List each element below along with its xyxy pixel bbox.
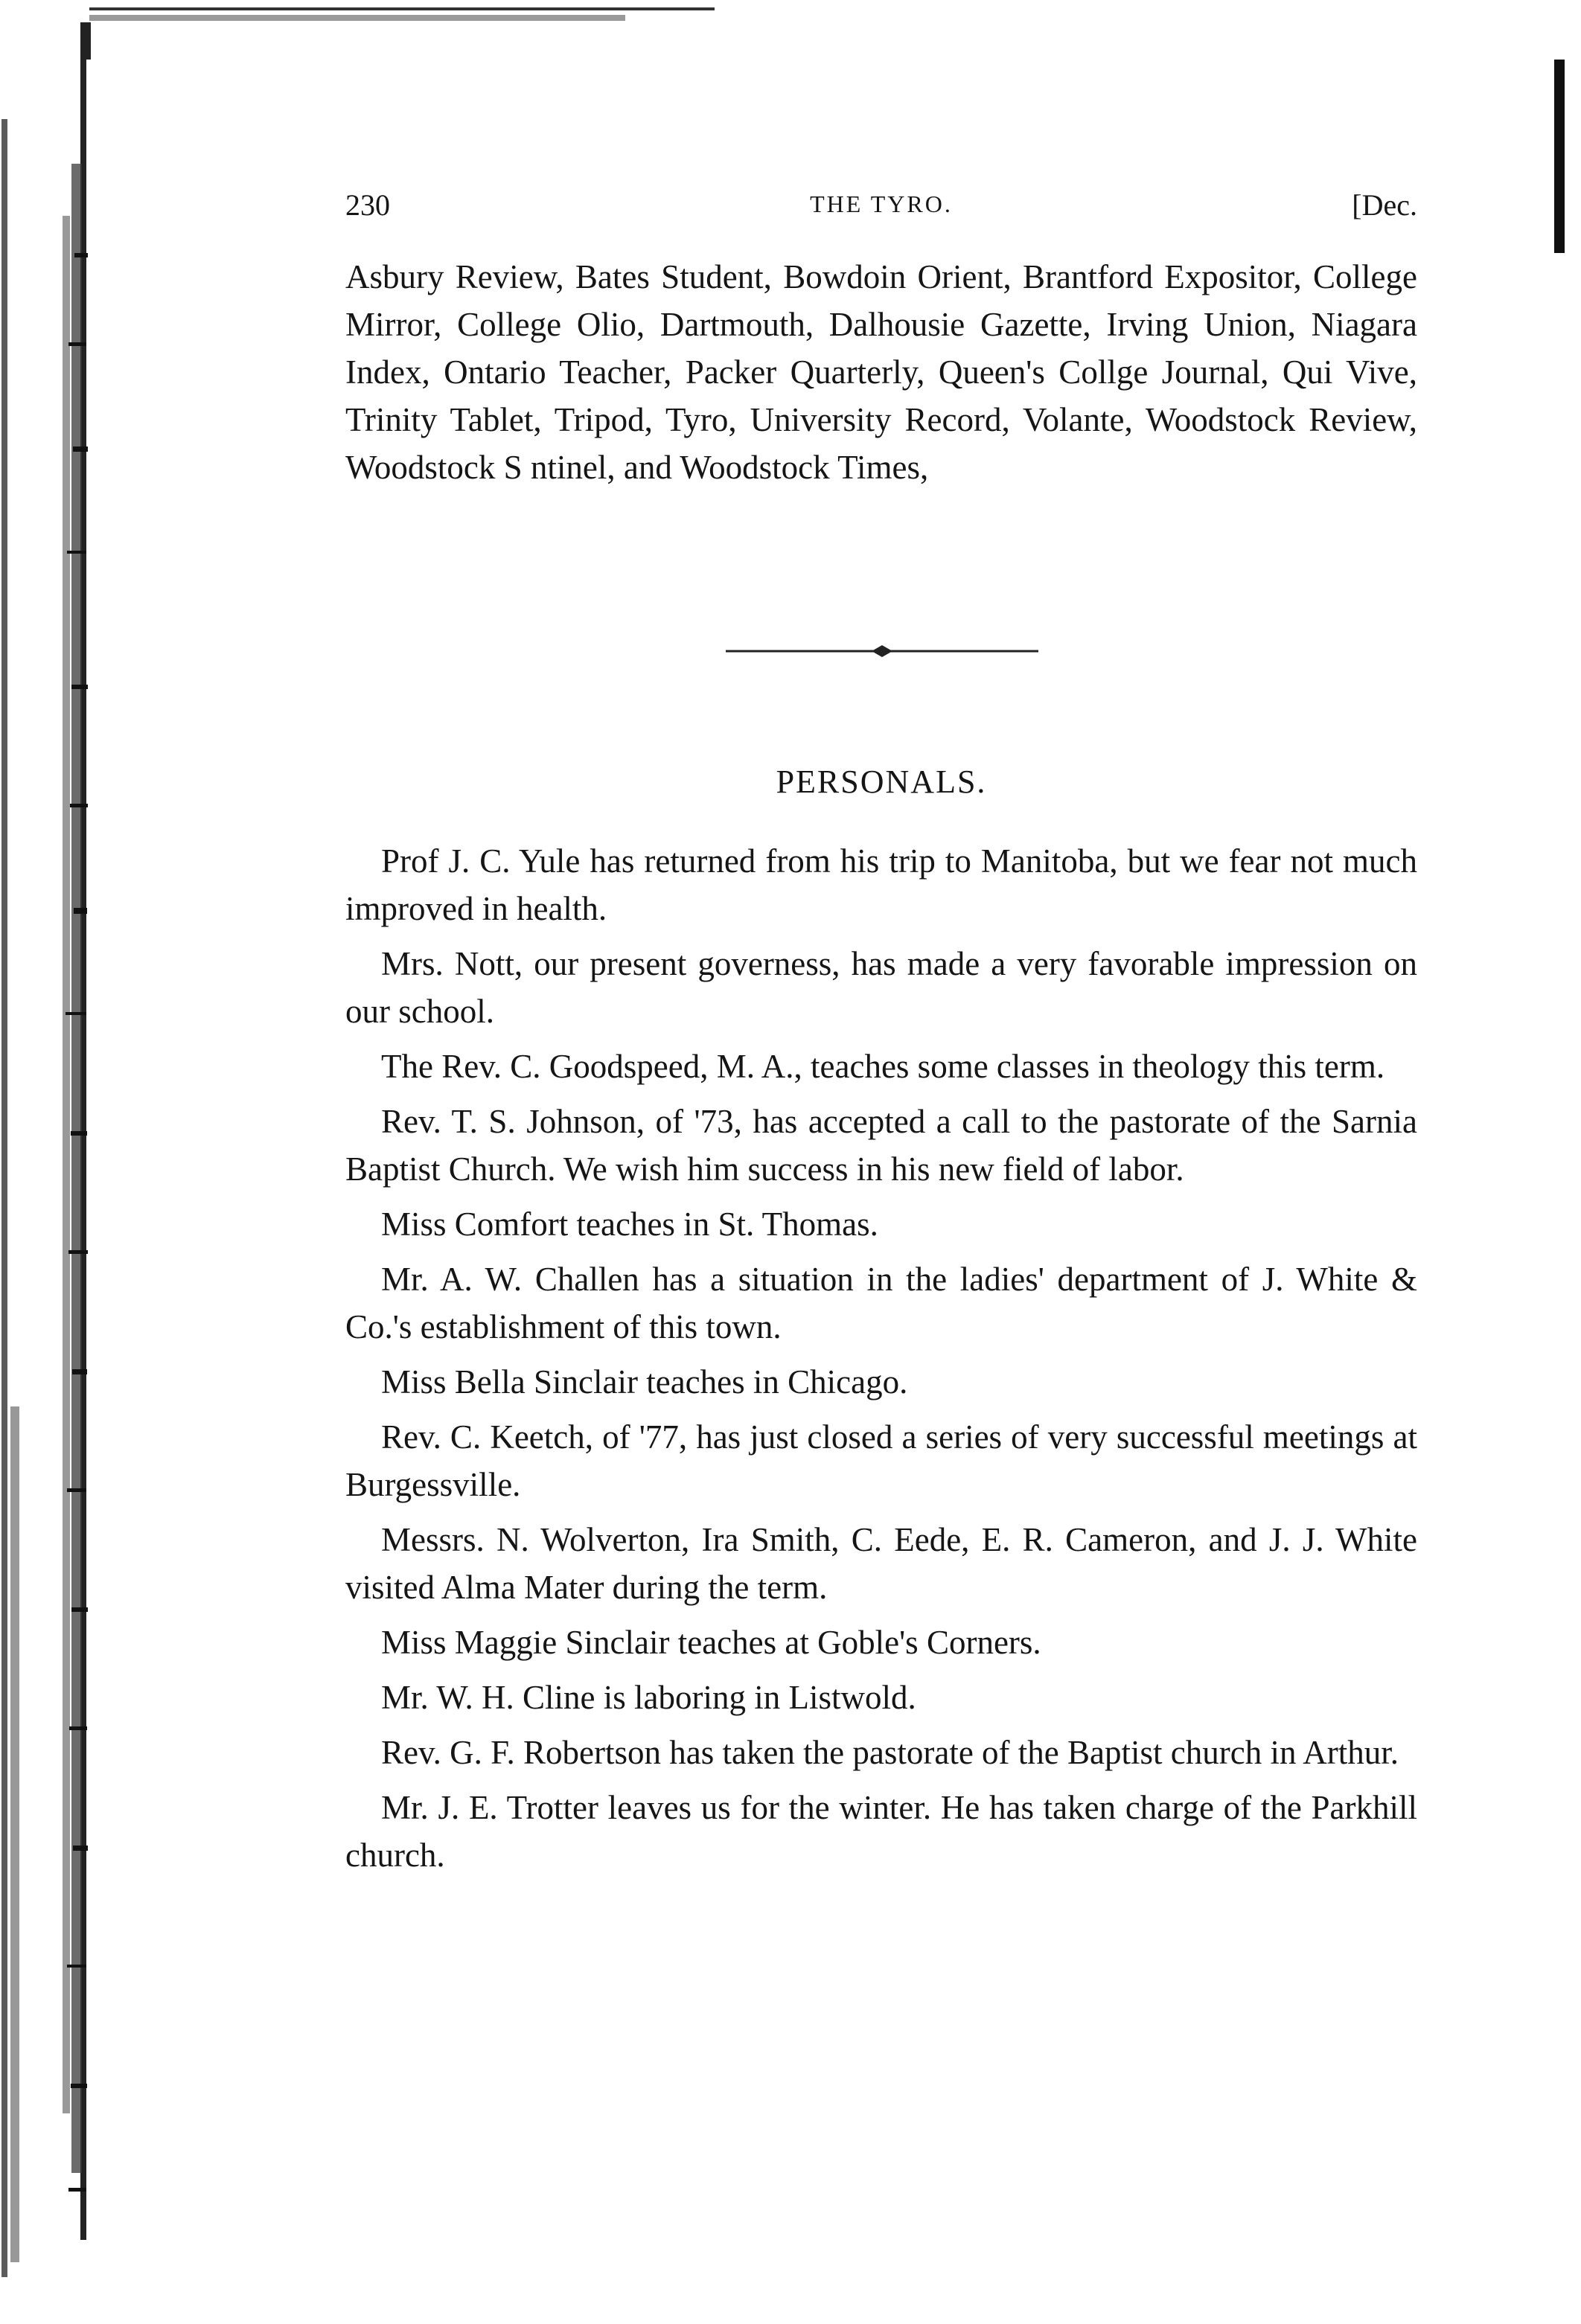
personals-list	[345, 837, 1417, 1886]
personal-item: The Rev. C. Goodspeed, M. A., teaches some classes in theology this term.	[381, 1048, 1385, 1085]
personal-item: Rev. C. Keetch, of '77, has just closed a series of very successful meetings at Burgessville.	[345, 1418, 1417, 1503]
personal-item: Rev. G. F. Robertson has taken the pastorate of the Baptist church in Arthur.	[381, 1734, 1399, 1771]
month-label: [Dec.	[1352, 188, 1417, 222]
running-title: THE TYRO.	[810, 191, 953, 217]
page-number: 230	[345, 188, 390, 222]
personal-item: Miss Maggie Sinclair teaches at Goble's Corners.	[381, 1624, 1041, 1661]
personal-item: Mr. A. W. Challen has a situation in the ladies' department of J. White & Co.'s establishment of this town.	[345, 1261, 1417, 1345]
section-heading-personals: PERSONALS.	[776, 764, 987, 800]
ornamental-rule	[726, 636, 1038, 666]
personal-item: Prof J. C. Yule has returned from his trip to Manitoba, but we fear not much improved in health.	[345, 842, 1417, 927]
personal-item: Mr. J. E. Trotter leaves us for the winter. He has taken charge of the Parkhill church.	[345, 1789, 1417, 1874]
running-header	[345, 188, 1417, 232]
personal-item: Messrs. N. Wolverton, Ira Smith, C. Eede, E. R. Cameron, and J. J. White visited Alma Mater during the term.	[345, 1521, 1417, 1606]
personal-item: Miss Bella Sinclair teaches in Chicago.	[381, 1363, 908, 1401]
personal-item: Miss Comfort teaches in St. Thomas.	[381, 1206, 878, 1243]
personal-item: Mr. W. H. Cline is laboring in Listwold.	[381, 1679, 916, 1716]
personal-item: Mrs. Nott, our present governess, has made a very favorable impression on our school.	[345, 945, 1417, 1030]
personal-item: Rev. T. S. Johnson, of '73, has accepted a call to the pastorate of the Sarnia Baptist Church. We wish him success in his new field of labor.	[345, 1103, 1417, 1188]
exchanges-paragraph: Asbury Review, Bates Student, Bowdoin Orient, Brantford Expositor, College Mirror, College Olio, Dartmouth, Dalhousie Gazette, Irving Union, Niagara Index, Ontario Teacher, Packer Quarterly, Queen's Collge Journal, Qui Vive, Trinity Tablet, Tripod, Tyro, University Record, Volante, Woodstock Review, Woodstock S ntinel, and Woodstock Times,	[345, 258, 1417, 486]
